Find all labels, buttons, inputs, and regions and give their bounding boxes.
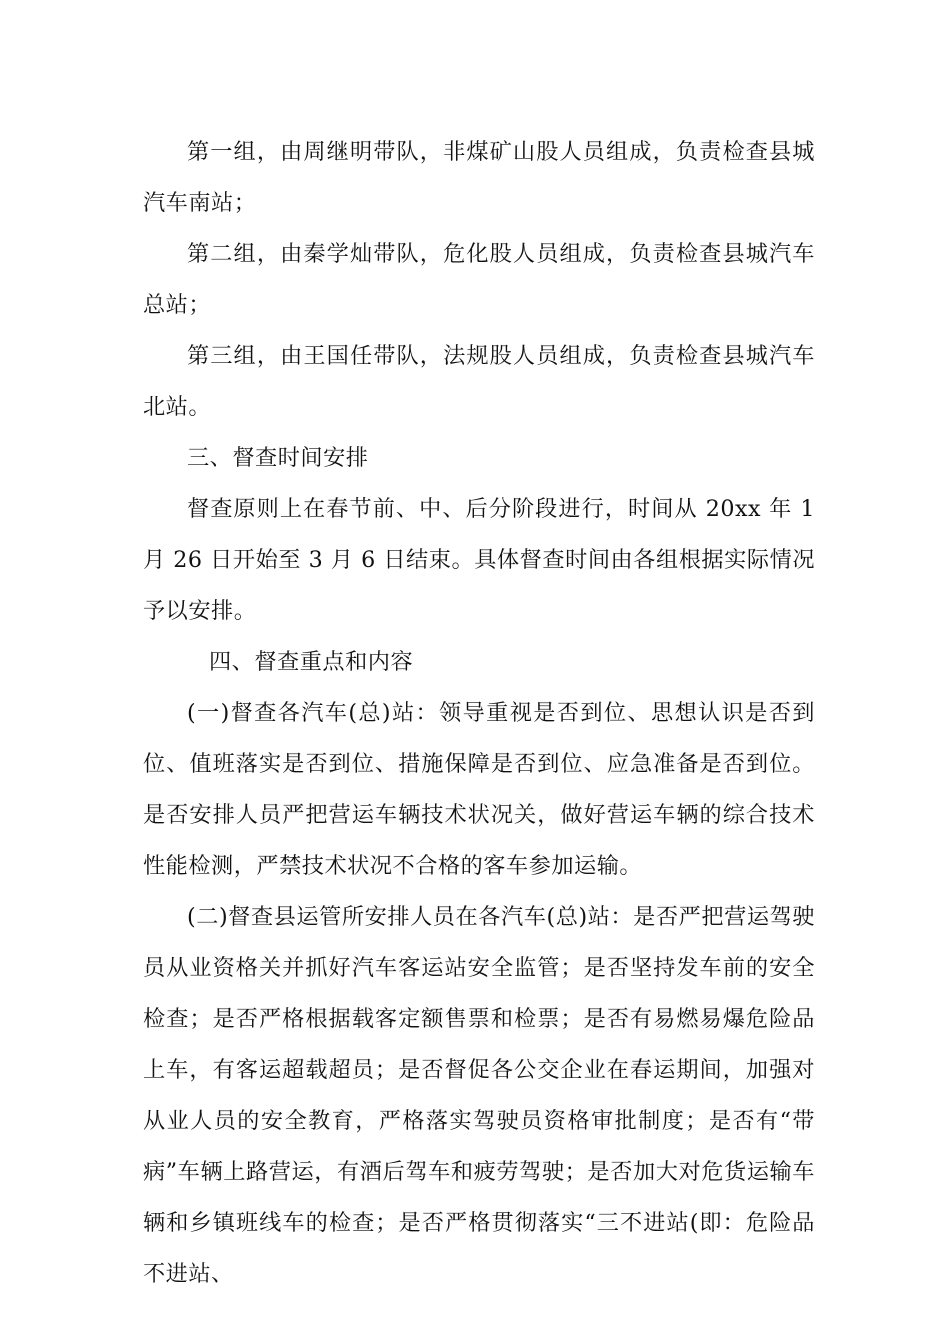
paragraph-focus-two: (二)督查县运管所安排人员在各汽车(总)站：是否严把营运驾驶员从业资格关并抓好汽车客运站安全监管；是否坚持发车前的安全检查；是否严格根据载客定额售票和检票；是否有易燃易爆危险品上车，有客运超载超员；是否督促各公交企业在春运期间，加强对从业人员的安全教育，严格落实驾驶员资格审批制度；是否有“带病”车辆上路营运，有酒后驾车和疲劳驾驶；是否加大对危货运输车辆和乡镇班线车的检查；是否严格贯彻落实“三不进站(即：危险品不进站、	[143, 904, 815, 1287]
document-body	[143, 127, 815, 1300]
paragraph-group-one: 第一组，由周继明带队，非煤矿山股人员组成，负责检查县城汽车南站；	[143, 139, 815, 216]
section-heading-schedule: 三、督查时间安排	[187, 445, 369, 471]
paragraph-schedule: 督查原则上在春节前、中、后分阶段进行，时间从 20xx 年 1 月 26 日开始至 3 月 6 日结束。具体督查时间由各组根据实际情况予以安排。	[143, 496, 815, 624]
paragraph-focus-one: (一)督查各汽车(总)站：领导重视是否到位、思想认识是否到位、值班落实是否到位、措施保障是否到位、应急准备是否到位。是否安排人员严把营运车辆技术状况关，做好营运车辆的综合技术性能检测，严禁技术状况不合格的客车参加运输。	[143, 700, 815, 879]
section-heading-focus: 四、督查重点和内容	[209, 649, 414, 675]
paragraph-group-two: 第二组，由秦学灿带队，危化股人员组成，负责检查县城汽车总站；	[143, 241, 815, 318]
paragraph-group-three: 第三组，由王国任带队，法规股人员组成，负责检查县城汽车北站。	[143, 343, 815, 420]
